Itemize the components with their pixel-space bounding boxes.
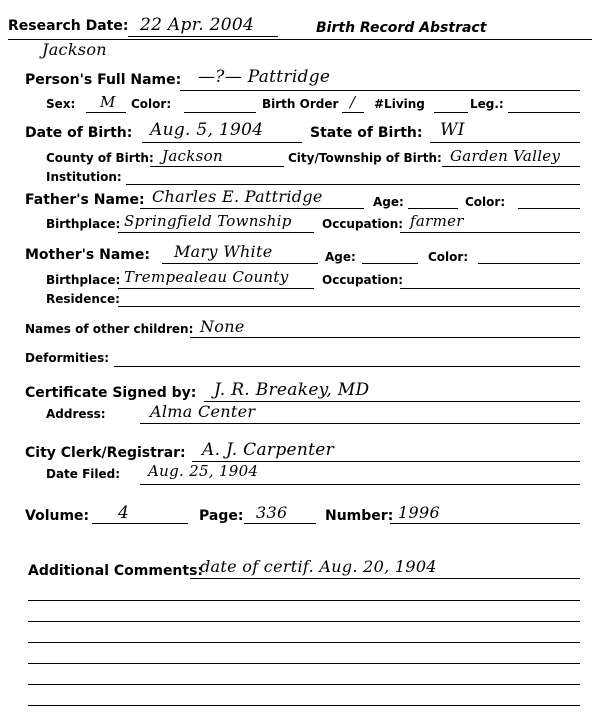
mother-birthplace-label: Birthplace: [46, 273, 121, 287]
father-name-label: Father's Name: [25, 192, 145, 208]
comments-value[interactable]: date of certif. Aug. 20, 1904 [200, 557, 437, 576]
comments-line-6 [28, 684, 580, 685]
county-of-birth-label: County of Birth: [46, 151, 154, 165]
deformities-line [114, 366, 580, 367]
comments-line-7 [28, 705, 580, 706]
county-of-birth-line [150, 166, 284, 167]
state-of-birth-label: State of Birth: [310, 125, 423, 141]
certificate-signed-line [204, 401, 580, 402]
father-age-label: Age: [373, 195, 404, 209]
comments-line-4 [28, 642, 580, 643]
institution-label: Institution: [46, 170, 122, 184]
volume-value[interactable]: 4 [118, 503, 130, 523]
research-date-value[interactable]: 22 Apr. 2004 [140, 15, 255, 35]
address-line [140, 423, 580, 424]
mother-occupation-line [400, 288, 580, 289]
leg-label: Leg.: [470, 97, 504, 111]
date-filed-label: Date Filed: [46, 467, 121, 481]
number-line [390, 523, 580, 524]
father-occupation-label: Occupation: [322, 217, 404, 231]
research-date-label: Research Date: [8, 18, 129, 34]
father-birthplace-label: Birthplace: [46, 217, 121, 231]
county-of-birth-value[interactable]: Jackson [162, 147, 223, 165]
other-children-value[interactable]: None [200, 317, 245, 336]
date-filed-value[interactable]: Aug. 25, 1904 [148, 462, 259, 480]
comments-line-1 [190, 578, 580, 579]
volume-line [92, 523, 188, 524]
mother-name-label: Mother's Name: [25, 247, 150, 263]
full-name-value[interactable]: —?— Pattridge [198, 67, 331, 87]
comments-line-3 [28, 621, 580, 622]
research-date-line [128, 36, 278, 37]
full-name-line [180, 90, 580, 91]
mother-birthplace-line [118, 288, 314, 289]
sex-value[interactable]: M [100, 93, 116, 111]
volume-label: Volume: [25, 508, 90, 524]
full-name-label: Person's Full Name: [25, 72, 182, 88]
mother-residence-line [118, 306, 580, 307]
certificate-signed-value[interactable]: J. R. Breakey, MD [214, 380, 370, 400]
township-label: City/Township of Birth: [288, 151, 442, 165]
father-occupation-line [400, 232, 580, 233]
sex-label: Sex: [46, 97, 76, 111]
father-name-value[interactable]: Charles E. Pattridge [152, 187, 323, 206]
mother-color-label: Color: [428, 250, 469, 264]
color-line [184, 112, 256, 113]
mother-birthplace-value[interactable]: Trempealeau County [124, 268, 289, 286]
living-label: #Living [374, 97, 425, 111]
page-line [244, 523, 316, 524]
comments-line-5 [28, 663, 580, 664]
state-of-birth-line [430, 142, 580, 143]
date-of-birth-line [142, 142, 302, 143]
sex-line [86, 112, 126, 113]
clerk-label: City Clerk/Registrar: [25, 445, 186, 461]
date-of-birth-label: Date of Birth: [25, 125, 133, 141]
address-value[interactable]: Alma Center [150, 402, 256, 421]
mother-age-label: Age: [325, 250, 356, 264]
address-label: Address: [46, 407, 106, 421]
father-name-line [140, 208, 364, 209]
living-line [434, 112, 468, 113]
birth-order-label: Birth Order [262, 97, 339, 111]
date-filed-line [140, 484, 580, 485]
comments-line-2 [28, 600, 580, 601]
other-children-label: Names of other children: [25, 322, 194, 336]
certificate-signed-label: Certificate Signed by: [25, 385, 197, 401]
color-label: Color: [131, 97, 172, 111]
form-title: Birth Record Abstract [316, 20, 487, 36]
date-of-birth-value[interactable]: Aug. 5, 1904 [150, 120, 264, 140]
birth-order-line [342, 112, 364, 113]
deformities-label: Deformities: [25, 351, 110, 365]
father-occupation-value[interactable]: farmer [410, 212, 464, 230]
father-age-line [408, 208, 458, 209]
institution-line [126, 184, 580, 185]
township-line [442, 166, 580, 167]
number-label: Number: [325, 508, 394, 524]
mother-name-line [162, 263, 318, 264]
leg-line [508, 112, 580, 113]
other-children-line [190, 337, 580, 338]
mother-color-line [478, 263, 580, 264]
mother-name-value[interactable]: Mary White [174, 242, 273, 261]
father-color-line [518, 208, 580, 209]
mother-occupation-label: Occupation: [322, 273, 404, 287]
number-value[interactable]: 1996 [398, 503, 440, 522]
birth-order-value[interactable]: / [350, 93, 356, 111]
father-birthplace-line [118, 232, 314, 233]
page-label: Page: [199, 508, 244, 524]
father-birthplace-value[interactable]: Springfield Township [124, 212, 292, 230]
township-value[interactable]: Garden Valley [450, 147, 561, 165]
mother-age-line [362, 263, 418, 264]
comments-label: Additional Comments: [28, 563, 204, 579]
father-color-label: Color: [465, 195, 506, 209]
mother-residence-label: Residence: [46, 292, 120, 306]
clerk-value[interactable]: A. J. Carpenter [202, 440, 335, 460]
state-of-birth-value[interactable]: WI [440, 120, 465, 140]
page-value[interactable]: 336 [256, 503, 288, 522]
county-note: Jackson [42, 40, 107, 59]
